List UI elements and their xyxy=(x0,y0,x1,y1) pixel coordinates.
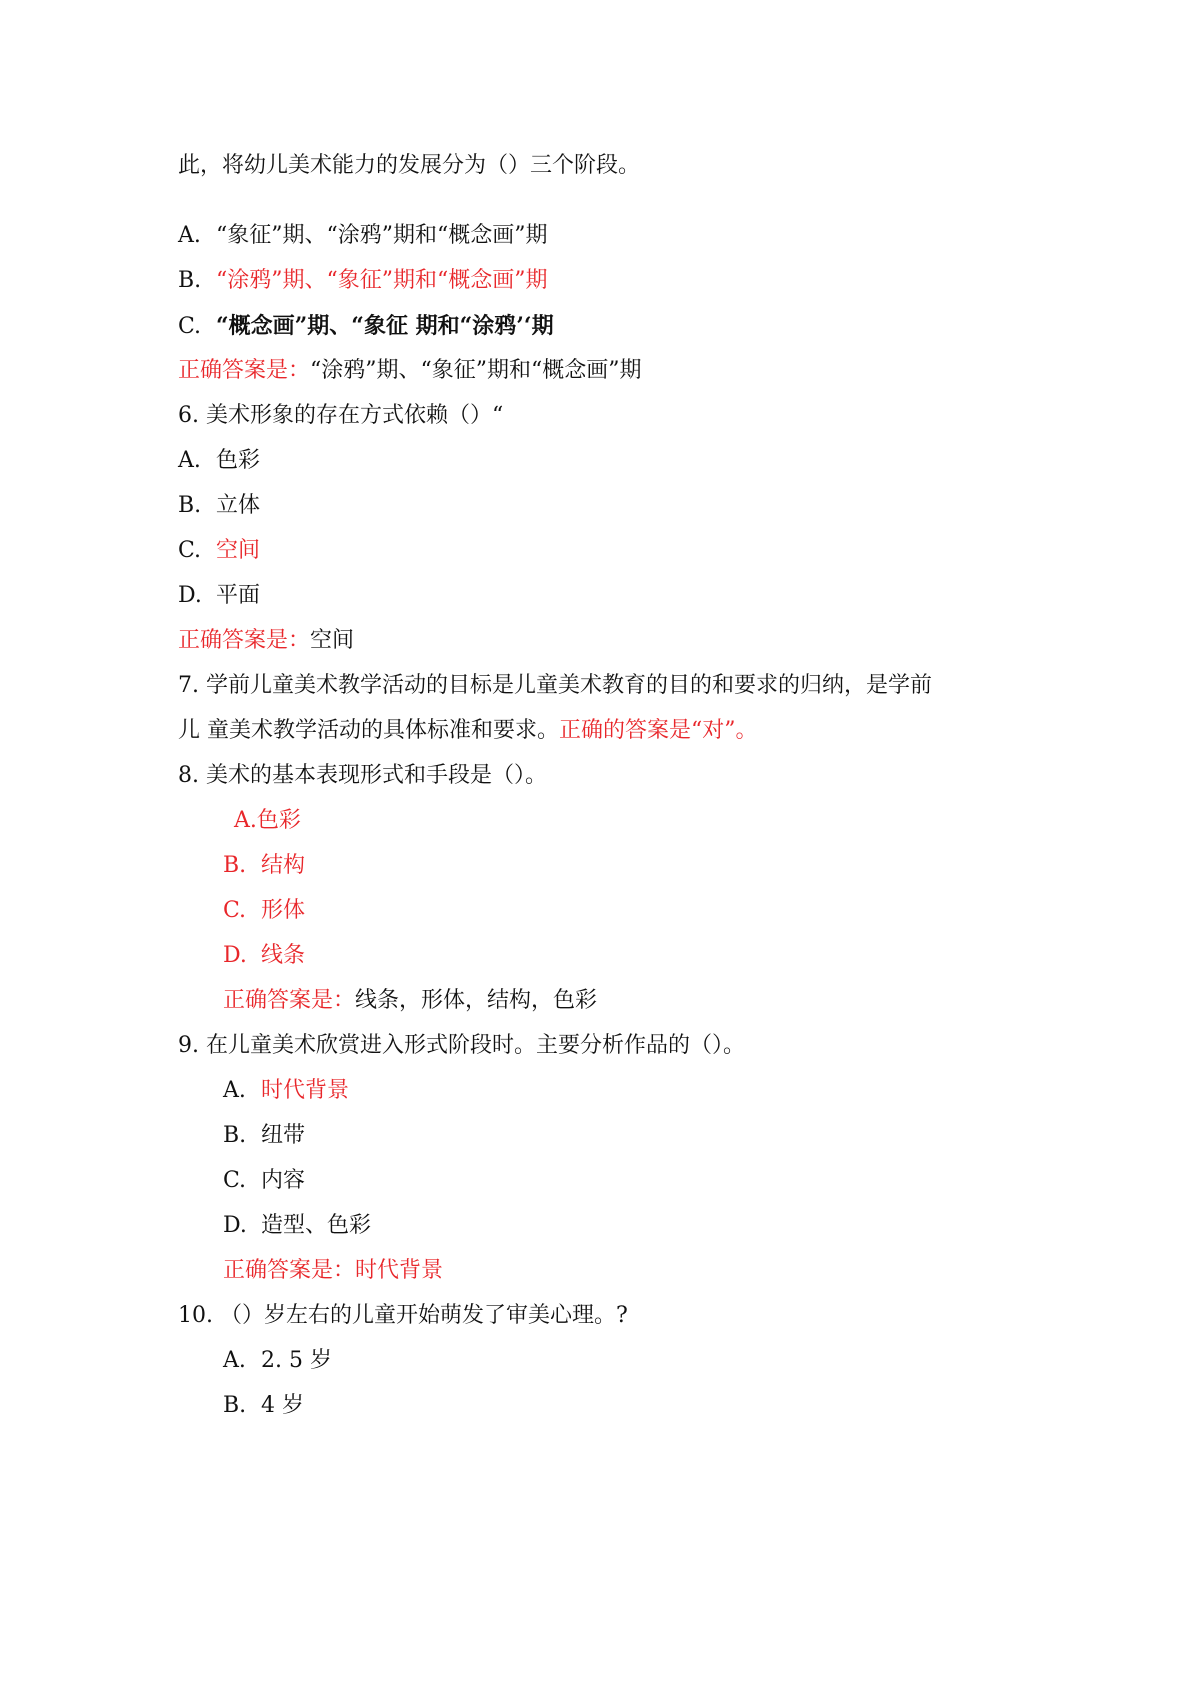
q5-option-a: A. “象征”期、“涂鸦”期和“概念画”期 xyxy=(178,223,548,248)
q5-option-b: B. “涂鸦”期、“象征”期和“概念画”期 xyxy=(178,268,548,293)
q5-option-c: C. “概念画”期、“象征 期和“涂鸦’‘期 xyxy=(178,313,554,339)
q8-answer: 正确答案是：线条，形体，结构，色彩 xyxy=(223,988,598,1013)
q6-option-b: B. 立体 xyxy=(178,493,261,518)
q10-stem: 10. （）岁左右的儿童开始萌发了审美心理。? xyxy=(178,1303,628,1328)
q9-option-c: C. 内容 xyxy=(223,1168,306,1193)
q5-answer: 正确答案是：“涂鸦”期、“象征”期和“概念画”期 xyxy=(178,358,642,383)
q9-answer: 正确答案是：时代背景 xyxy=(223,1258,444,1283)
q8-stem: 8. 美术的基本表现形式和手段是（）。 xyxy=(178,763,547,788)
q8-option-b: B. 结构 xyxy=(223,853,306,878)
q7-line2: 儿 童美术教学活动的具体标准和要求。正确的答案是“对”。 xyxy=(178,718,758,743)
q6-option-d: D. 平面 xyxy=(178,583,261,608)
q7-line1: 7. 学前儿童美术教学活动的目标是儿童美术教育的目的和要求的归纳，是学前 xyxy=(178,673,932,698)
q9-option-d: D. 造型、色彩 xyxy=(223,1213,372,1238)
q6-option-c: C. 空间 xyxy=(178,538,261,563)
q6-option-a: A. 色彩 xyxy=(178,448,261,473)
q6-answer: 正确答案是：空间 xyxy=(178,628,355,653)
q10-option-a: A. 2. 5 岁 xyxy=(223,1348,332,1373)
q9-option-b: B. 纽带 xyxy=(223,1123,306,1148)
q10-option-b: B. 4 岁 xyxy=(223,1393,304,1418)
q7-answer: 正确的答案是“对”。 xyxy=(559,718,758,743)
q8-option-c: C. 形体 xyxy=(223,898,306,923)
q8-option-a: A.色彩 xyxy=(234,808,301,833)
q9-stem: 9. 在儿童美术欣赏进入形式阶段时。主要分析作品的（）。 xyxy=(178,1033,745,1058)
q5-stem-tail: 此，将幼儿美术能力的发展分为（）三个阶段。 xyxy=(178,153,641,178)
q9-option-a: A. 时代背景 xyxy=(223,1078,350,1103)
q8-option-d: D. 线条 xyxy=(223,943,306,968)
q6-stem: 6. 美术形象的存在方式依赖（）“ xyxy=(178,403,504,428)
